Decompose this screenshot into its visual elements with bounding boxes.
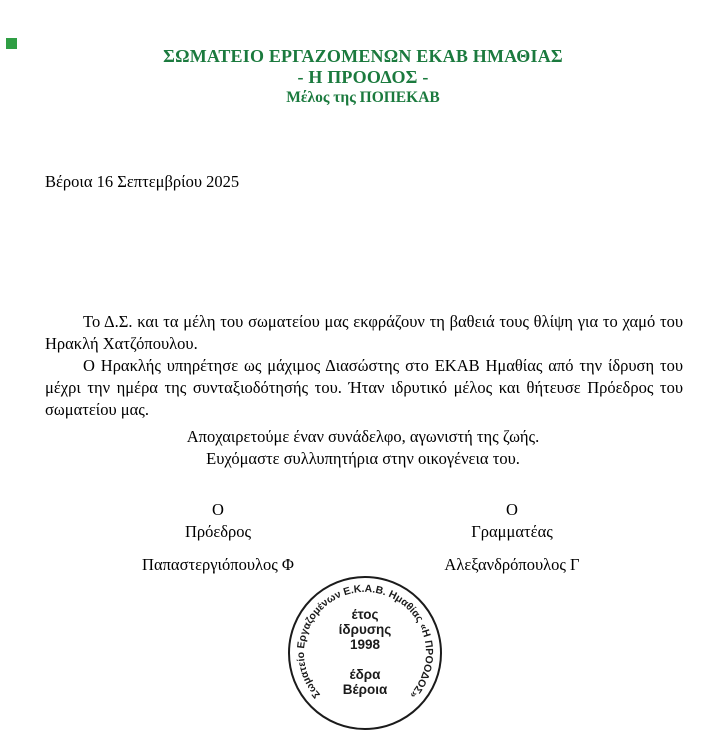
signature-secretary [412,499,612,576]
stamp-seat-city: Βέροια [342,682,388,697]
signature-article-right: Ο [506,500,518,519]
org-membership: Μέλος της ΠΟΠΕΚΑΒ [286,89,440,106]
signature-article-left: Ο [212,500,224,519]
signature-role-president: Πρόεδρος [184,522,252,541]
signature-president [118,499,318,576]
letterhead [0,46,726,108]
farewell-line-1: Αποχαιρετούμε έναν συνάδελφο, αγωνιστή της ζωής. [186,427,540,446]
signature-role-secretary: Γραμματέας [471,522,553,541]
signature-name-secretary: Αλεξανδρόπουλος Γ [444,555,580,574]
stamp-founding-label-2: ίδρυσης [338,622,392,637]
farewell-block [0,426,726,470]
stamp-founding-year: 1998 [349,637,381,652]
round-stamp [285,573,445,733]
org-subtitle: - Η ΠΡΟΟΔΟΣ - [297,67,429,87]
dateline: Βέροια 16 Σεπτεμβρίου 2025 [45,172,240,191]
paragraph-biography: Ο Ηρακλής υπηρέτησε ως μάχιμος Διασώστης στο ΕΚΑΒ Ημαθίας από την ίδρυση του μέχρι την ημέρα της συνταξιοδότησής του. Ήταν ιδρυτικό μέλος και θήτευσε Πρόεδρος του σωματείου μας. [45,356,683,419]
stamp-seat-label: έδρα [349,667,381,682]
signature-name-president: Παπαστεργιόπουλος Φ [142,555,294,574]
stamp-ring-text: Σωματείο Εργαζομένων Ε.Κ.Α.Β. Ημαθίας «Η ΠΡΟΟΔΟΣ» [295,583,435,700]
paragraph-condolence: Το Δ.Σ. και τα μέλη του σωματείου μας εκφράζουν τη βαθειά τους θλίψη για το χαμό του Ηρακλή Χατζόπουλου. [45,312,683,353]
letter-body [45,311,683,421]
farewell-line-2: Ευχόμαστε συλλυπητήρια στην οικογένεια του. [206,449,520,468]
stamp-founding-label-1: έτος [351,607,379,622]
stamp-ring-circle [289,577,441,729]
org-name: ΣΩΜΑΤΕΙΟ ΕΡΓΑΖΟΜΕΝΩΝ ΕΚΑΒ ΗΜΑΘΙΑΣ [163,46,563,66]
